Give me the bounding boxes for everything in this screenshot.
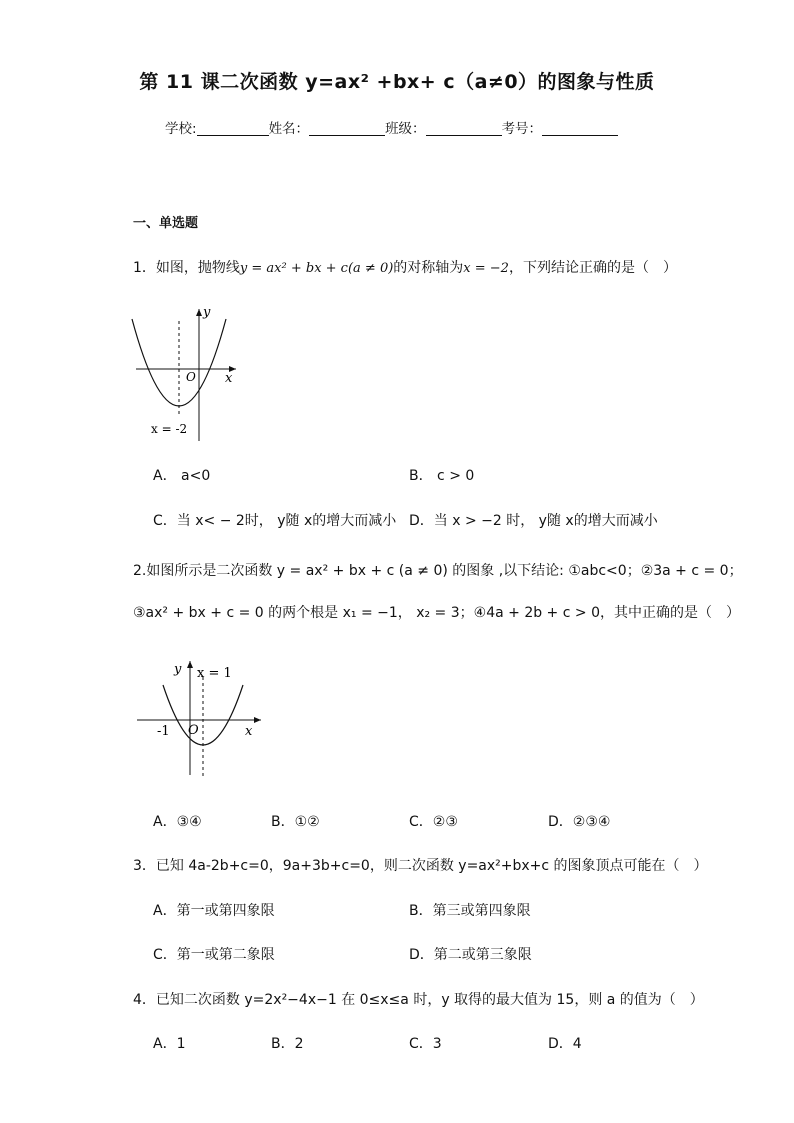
school-label: 学校: — [165, 121, 197, 137]
x-label: x — [225, 371, 233, 386]
q4-option-d[interactable]: D．4 — [548, 1036, 582, 1052]
q1-text-part: 的对称轴为 — [393, 260, 464, 276]
origin-label: O — [186, 370, 196, 384]
number-blank — [542, 121, 618, 136]
question-1-text — [133, 257, 677, 277]
q2-option-d[interactable]: D．②③④ — [548, 814, 611, 830]
x-axis-arrow — [254, 717, 261, 723]
question-1-graph — [128, 303, 243, 443]
q1-axis-formula: x = −2 — [463, 261, 509, 276]
question-3-text: 3．已知 4a-2b+c=0，9a+3b+c=0，则二次函数 y=ax²+bx+c 的图象顶点可能在（ ） — [133, 858, 708, 874]
q3-option-a[interactable]: A．第一或第四象限 — [153, 903, 275, 919]
y-label: y — [203, 305, 211, 320]
y-label: y — [174, 662, 182, 677]
q4-option-b[interactable]: B．2 — [271, 1036, 304, 1052]
q1-option-d[interactable]: D．当 x > −2 时， y随 x的增大而减小 — [409, 513, 658, 529]
q2-option-a[interactable]: A．③④ — [153, 814, 202, 830]
question-2-line-2: ③ax² + bx + c = 0 的两个根是 x₁ = −1， x₂ = 3；④4a + 2b + c > 0，其中正确的是（ ） — [133, 605, 740, 621]
q3-option-c[interactable]: C．第一或第二象限 — [153, 947, 275, 963]
q1-text-part: 1．如图，抛物线 — [133, 260, 240, 276]
q3-option-b[interactable]: B．第三或第四象限 — [409, 903, 531, 919]
root-label: -1 — [157, 724, 170, 739]
school-blank — [197, 121, 269, 136]
q4-option-a[interactable]: A．1 — [153, 1036, 186, 1052]
parabola — [132, 319, 226, 406]
symmetry-axis-label: x = -2 — [151, 422, 188, 436]
q1-option-b[interactable]: B． c > 0 — [409, 468, 475, 484]
section-heading: 一、单选题 — [133, 216, 199, 231]
name-label: 姓名： — [268, 121, 310, 137]
q2-option-b[interactable]: B．①② — [271, 814, 320, 830]
question-4-text: 4．已知二次函数 y=2x²−4x−1 在 0≤x≤a 时，y 取得的最大值为 15，则 a 的值为（ ） — [133, 992, 704, 1008]
y-axis-arrow — [196, 309, 202, 316]
q2-option-c[interactable]: C．②③ — [409, 814, 458, 830]
class-blank — [426, 121, 502, 136]
q3-option-d[interactable]: D．第二或第三象限 — [409, 947, 532, 963]
class-label: 班级： — [385, 121, 426, 137]
page-title: 第 11 课二次函数 y=ax² +bx+ c（a≠0）的图象与性质 — [139, 71, 655, 93]
q1-text-part: ，下列结论正确的是（ ） — [508, 260, 677, 276]
student-info-line — [165, 117, 618, 137]
origin-label: O — [188, 723, 199, 738]
q1-formula: y = ax² + bx + c(a ≠ 0) — [239, 261, 394, 276]
x-label: x — [245, 724, 253, 739]
y-axis-arrow — [187, 661, 193, 668]
symmetry-axis-label: x = 1 — [197, 666, 232, 681]
q1-option-a[interactable]: A． a<0 — [153, 468, 211, 484]
q1-option-c[interactable]: C．当 x< − 2时， y随 x的增大而减小 — [153, 513, 397, 529]
question-2-line-1: 2.如图所示是二次函数 y = ax² + bx + c (a ≠ 0) 的图象 ,以下结论: ①abc<0；②3a + c = 0； — [133, 563, 743, 579]
number-label: 考号： — [501, 121, 543, 137]
q4-option-c[interactable]: C．3 — [409, 1036, 442, 1052]
name-blank — [309, 121, 385, 136]
question-2-graph — [133, 655, 268, 780]
